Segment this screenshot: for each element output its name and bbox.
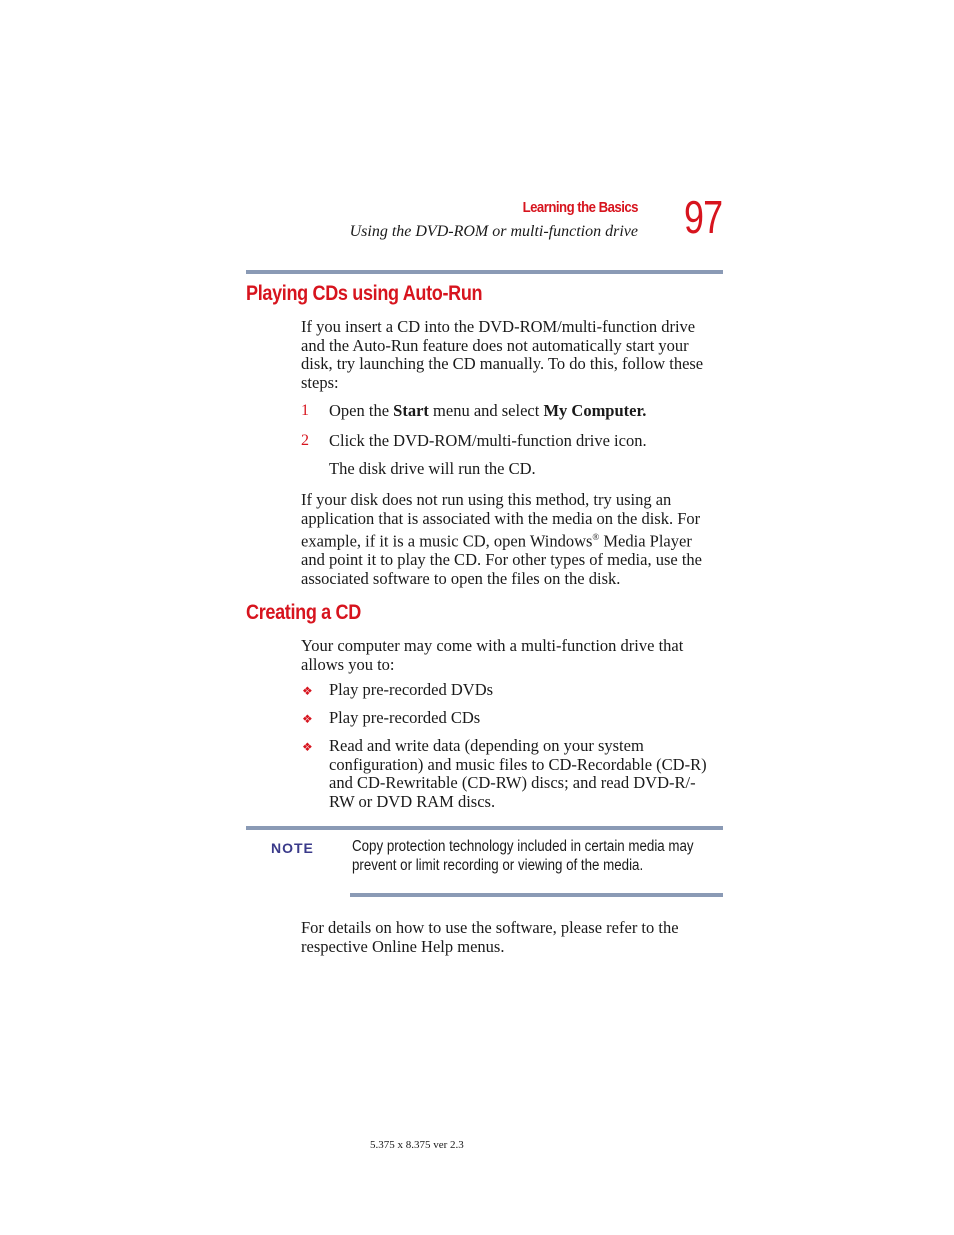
text-line: If you insert a CD into the DVD-ROM/multi-function drive — [301, 317, 696, 336]
step-1-text — [329, 402, 729, 421]
text-line: RW or DVD RAM discs. — [329, 791, 496, 811]
bullet-item — [329, 737, 729, 811]
text-line: application that is associated with the media on the disk. For — [301, 508, 701, 528]
section-heading-creating-cd: Creating a CD — [246, 601, 361, 624]
page-footer: 5.375 x 8.375 ver 2.3 — [370, 1139, 464, 1151]
text-segment: Media Player — [599, 531, 692, 551]
text-line: and CD-Rewritable (CD-RW) discs; and read DVD-R/- — [329, 773, 696, 793]
text-line: allows you to: — [301, 654, 395, 674]
step-text: menu and select — [428, 401, 544, 420]
text-line: and point it to play the CD. For other types of media, use the — [301, 550, 702, 570]
note-text — [352, 837, 722, 875]
closing-paragraph — [301, 919, 726, 956]
note-rule-bottom — [350, 893, 723, 897]
text-line: respective Online Help menus. — [301, 936, 505, 956]
text-segment: example, if it is a music CD, open Windows — [301, 531, 593, 551]
page-number: 97 — [684, 191, 723, 243]
text-line — [301, 528, 726, 551]
bullet-item: Play pre-recorded CDs — [329, 708, 481, 727]
section-rule-top — [246, 270, 723, 274]
step-text: Open the — [329, 401, 394, 420]
note-rule-top — [246, 826, 723, 830]
text-line: associated software to open the files on the disk. — [301, 568, 621, 588]
auto-run-fallback-paragraph — [301, 491, 726, 588]
auto-run-intro-paragraph — [301, 318, 726, 392]
text-line: Copy protection technology included in certain media may — [352, 838, 694, 855]
text-line: and the Auto-Run feature does not automatically start your — [301, 335, 689, 355]
step-number: 1 — [301, 402, 309, 419]
bullet-icon: ❖ — [302, 740, 313, 754]
bullet-icon: ❖ — [302, 712, 313, 726]
step-2-text: Click the DVD-ROM/multi-function drive icon. — [329, 431, 647, 450]
text-line: steps: — [301, 372, 339, 392]
bullet-item: Play pre-recorded DVDs — [329, 680, 494, 699]
running-header-section: Using the DVD-ROM or multi-function drive — [349, 223, 638, 240]
text-line: If your disk does not run using this method, try using an — [301, 490, 672, 509]
text-line: disk, try launching the CD manually. To do this, follow these — [301, 354, 704, 374]
text-line: Read and write data (depending on your system — [329, 736, 644, 755]
creating-cd-intro-paragraph — [301, 637, 726, 674]
step-number: 2 — [301, 432, 309, 449]
text-line: Your computer may come with a multi-function drive that — [301, 636, 684, 655]
bullet-icon: ❖ — [302, 684, 313, 698]
registered-mark: ® — [592, 532, 600, 543]
menu-name-start: Start — [393, 401, 429, 420]
text-line: prevent or limit recording or viewing of the media. — [352, 857, 644, 874]
text-line: configuration) and music files to CD-Recordable (CD-R) — [329, 754, 707, 774]
note-label: NOTE — [271, 840, 314, 856]
text-line: For details on how to use the software, please refer to the — [301, 918, 679, 937]
step-result-text: The disk drive will run the CD. — [329, 459, 536, 478]
menu-item-my-computer: My Computer. — [543, 401, 647, 420]
section-heading-auto-run: Playing CDs using Auto-Run — [246, 282, 483, 305]
running-header-chapter: Learning the Basics — [522, 199, 638, 216]
